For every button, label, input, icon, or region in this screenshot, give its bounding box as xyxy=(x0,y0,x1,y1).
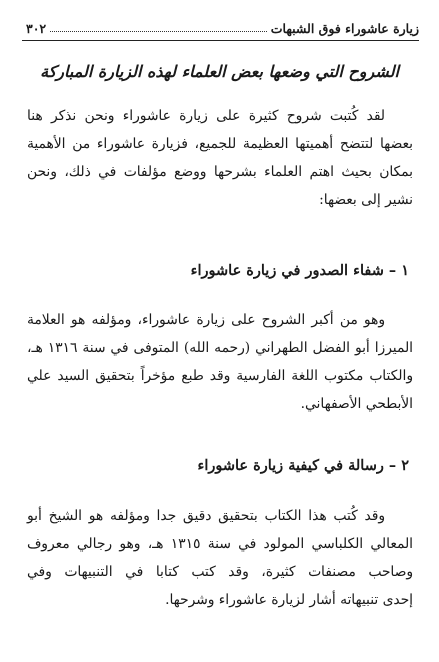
header-dot-leader xyxy=(50,30,267,32)
paragraph-line: لقد كُتبت شروح كثيرة على زيارة عاشوراء ونحن نذكر هنا xyxy=(27,108,385,124)
paragraph-line: إحدى تنبيهاته أشار لزيارة عاشوراء وشرحها. xyxy=(165,592,413,608)
paragraph-line: وهو من أكبر الشروح على زيارة عاشوراء، ومؤلفه هو العلامة xyxy=(27,312,385,328)
paragraph-line: بمكان بحيث اهتم العلماء بشرحها ووضع مؤلفات في ذلك، ونحن xyxy=(27,164,413,180)
intro-paragraph xyxy=(27,102,413,214)
paragraph-line: المعالي الكلباسي المولود في سنة ١٣١٥ هـ، وهو رجالي معروف xyxy=(27,536,413,552)
page-number: ٣٠٢ xyxy=(26,21,47,36)
item-heading-2: ٢ – رسالة في كيفية زيارة عاشوراء xyxy=(197,457,409,474)
paragraph-line: وقد كُتب هذا الكتاب بتحقيق دقيق جدا ومؤلفه هو الشيخ أبو xyxy=(27,508,385,524)
paragraph-line: وصاحب مصنفات كثيرة، وقد كتب كتابا في التنبيهات وفي xyxy=(27,564,413,580)
header-rule xyxy=(22,40,419,41)
item-paragraph-2 xyxy=(27,502,413,614)
paragraph-line: الميرزا أبو الفضل الطهراني (رحمه الله) المتوفى في سنة ١٣١٦ هـ، xyxy=(27,340,413,356)
running-title: زيارة عاشوراء فوق الشبهات xyxy=(270,21,419,36)
paragraph-line: نشير إلى بعضها: xyxy=(319,192,413,208)
paragraph-line: والكتاب مكتوب اللغة الفارسية وقد طبع مؤخراً بتحقيق السيد علي xyxy=(27,368,413,384)
item-heading-1: ١ – شفاء الصدور في زيارة عاشوراء xyxy=(190,262,409,279)
section-title: الشروح التي وضعها بعض العلماء لهذه الزيارة المباركة xyxy=(40,62,399,81)
running-header xyxy=(22,14,419,36)
paragraph-line: الأبطحي الأصفهاني. xyxy=(300,396,413,412)
paragraph-line: بعضها لتتضح أهميتها العظيمة للجميع، فزيارة عاشوراء من الأهمية xyxy=(27,136,413,152)
item-paragraph-1 xyxy=(27,306,413,418)
